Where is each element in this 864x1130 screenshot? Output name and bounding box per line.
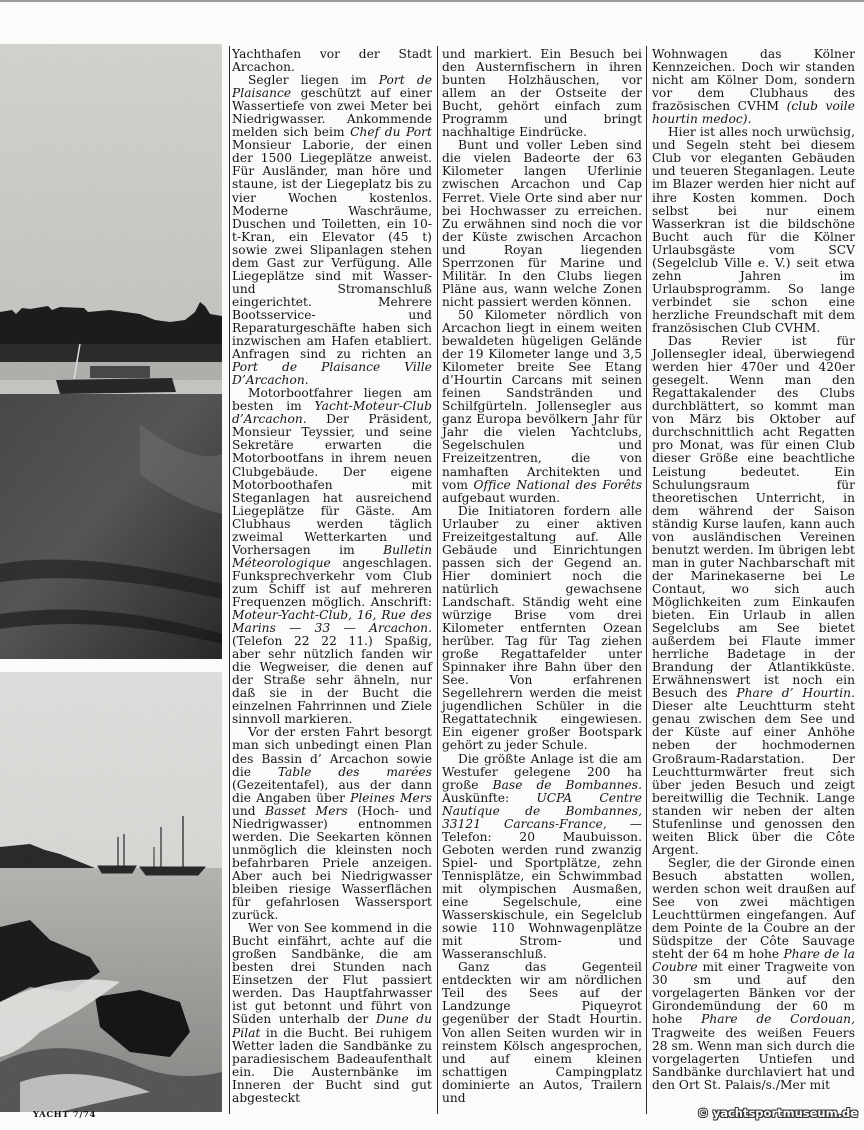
text-run: mit einer Tragweite von 30 sm und auf den vorgelagerten Bänken vor der Girondemündung der 60 m hohe: [652, 960, 855, 1027]
watermark: © yachtsportmuseum.de: [697, 1106, 858, 1120]
text-run: — Telefon: 20 Maubuisson. Geboten werden rund zwanzig Spiel- und Sportplätze, zehn Tennisplätze, ein Schwimmbad mit olympischen Ausmaßen, eine Segelschule, eine Wasserskischule, ein Segelclub sowie 110 Wohnwagenplätze mit Strom- und Wasseranschluß.: [442, 816, 642, 962]
text-run: Vor der ersten Fahrt besorgt man sich unbedingt einen Plan des Bassin d’ Arcachon sowie die: [232, 725, 432, 779]
article-paragraph: [442, 961, 642, 1105]
italic-term: Phare de la Coubre: [652, 947, 855, 975]
italic-term: Base de Bombannes.: [492, 777, 642, 792]
italic-term: Office National des Forêts: [473, 477, 642, 492]
article-paragraph: [442, 309, 642, 505]
text-run: Das Revier ist für Jollensegler ideal, überwiegend werden hier 470er und 420er gesegelt. Wenn man den Regattakalender des Clubs durchblättert, so kommt man von März bis Oktober auf durchschnittlich acht Regatten pro Monat, was für einen Club dieser Größe eine beachtliche Leistung bedeutet. Ein Schulungsraum für theoretischen Unterricht, in dem während der Saison ständig Kurse laufen, kann auch von ausländischen Vereinen benutzt werden. Im übrigen lebt man in guter Nachbarschaft mit der Marinekaserne bei Le Contaut, wo sich auch Möglichkeiten zum Einkaufen bieten. Ein Urlaub in allen Segelclubs am See bietet außerdem bei Flaute immer herrliche Badetage in der Brandung der Atlantikküste. Erwähnenswert ist noch ein Besuch des: [652, 334, 855, 701]
article-paragraph: [652, 335, 855, 857]
text-run: angeschlagen. Funksprechverkehr vom Club zum Schiff ist auf mehreren Frequenzen möglich. Anschrift:: [232, 555, 432, 609]
text-run: Die Initiatoren fordern alle Urlauber zu einer aktiven Freizeitgestaltung auf. Alle Gebäude und Einrichtungen passen sich der Gegend an. Hier dominiert noch die natürlich gewachsene Landschaft. Ständig weht eine würzige Brise vom drei Kilometer entfernten Ozean herüber. Tag für Tag ziehen große Regattafelder unter Spinnaker ihre Bahn über den See. Von erfahrenen Segellehrern werden die meist jugendlichen Schüler in die Regattatechnik eingewiesen. Ein eigener großer Bootspark gehört zu jeder Schule.: [442, 503, 642, 753]
text-run: Monsieur Laborie, der einen der 1500 Liegeplätze anweist. Für Ausländer, man höre und staune, ist der Liegeplatz bis zu vier Wochen kostenlos. Moderne Waschräume, Duschen und Toiletten, ein 10-t-Kran, ein Elevator (45 t) sowie zwei Slipanlagen stehen dem Gast zur Verfügung. Alle Liegeplätze sind mit Wasser- und Stromanschluß eingerichtet. Mehrere Bootsservice- und Reparaturgeschäfte haben sich inzwischen am Hafen etabliert. Anfragen sind zu richten an: [232, 138, 432, 362]
text-run: Wer von See kommend in die Bucht einfährt, achte auf die großen Sandbänke, die am besten drei Stunden nach Einsetzen der Flut passiert werden. Das Hauptfahrwasser ist gut betonnt und führt von Süden unterhalb der: [232, 921, 432, 1027]
article-paragraph: [232, 922, 432, 1105]
text-run: Segler, die der Gironde einen Besuch abstatten wollen, werden schon weit draußen auf See von zwei mächtigen Leuchttürmen eingefangen. Auf dem Pointe de la Coubre an der Südspitze der Côte Sauvage steht der 64 m hohe: [652, 855, 855, 962]
article-paragraph: [652, 48, 855, 126]
italic-term: Phare d’ Hourtin.: [736, 686, 855, 701]
text-run: (Telefon 22 22 11.) Spaßig, aber sehr nützlich fanden wir die Wegweiser, die denen auf der Straße sehr ähneln, nur daß sie in der Bucht die einzelnen Fahrrinnen und Ziele sinnvoll markieren.: [232, 634, 432, 727]
text-run: Motorbootfahrer liegen am besten im: [232, 386, 432, 414]
text-run: (Hoch- und Niedrigwasser) entnommen werden. Die Seekarten können unmöglich die kleinsten noch befahrbaren Priele anzeigen. Aber auch bei Niedrigwasser bleiben riesige Wasserflächen für gefahrlosen Wassersport zurück.: [232, 803, 432, 923]
article-column-3: [652, 48, 855, 1114]
column-rule: [229, 46, 230, 1114]
article-paragraph: [652, 857, 855, 1092]
magazine-footer: YACHT 7/74: [33, 1110, 97, 1120]
article-paragraph: [442, 48, 642, 139]
article-paragraph: [442, 505, 642, 753]
article-paragraph: [232, 74, 432, 387]
italic-term: (club voile hourtin medoc).: [652, 99, 855, 127]
coast-photo: [0, 672, 222, 1112]
text-run: Hier ist alles noch urwüchsig, und Segeln steht bei diesem Club vor eleganten Gebäuden und teueren Steganlagen. Leute im Blazer werden hier nicht auf ihre Kosten kommen. Doch selbst bei nur einem Wasserkran ist die bildschöne Bucht auch für die Kölner Urlaubsgäste vom SCV (Segelclub Ville e. V.) seit etwa zehn Jahren im Urlaubsprogramm. So lange verbindet sie schon eine herzliche Freundschaft mit dem französischen Club CVHM.: [652, 125, 855, 335]
harbor-photo: [0, 44, 222, 659]
column-rule: [437, 46, 438, 1114]
italic-term: Pleines Mers: [350, 790, 432, 805]
text-run: und markiert. Ein Besuch bei den Austernfischern in ihren bunten Holzhäuschen, vor allem an der Ostseite der Bucht, gehört einfach zum Programm und bringt nachhaltige Eindrücke.: [442, 47, 642, 140]
text-run: Ganz das Gegenteil entdeckten wir am nördlichen Teil des Sees auf der Landzunge Piqueyrot gegenüber der Stadt Hourtin. Von allen Seiten wurden wir in reinstem Kölsch angesprochen, und auf einem kleinen schattigen Campingplatz dominierte an Autos, Trailern und: [442, 960, 642, 1105]
text-run: Die größte Anlage ist die am Westufer gelegene 200 ha große: [442, 751, 642, 792]
text-run: Auskünfte:: [442, 790, 537, 805]
text-run: Segler liegen im: [248, 73, 379, 88]
harbor-photo-image: [0, 44, 222, 659]
text-run: Tragweite des weißen Feuers 28 sm. Wenn man sich durch die vorgelagerten Untiefen und Sandbänke durchlaviert hat und den Ort St. Palais/s./Mer mit: [652, 1025, 855, 1092]
italic-term: Yacht-Moteur-Club d’Arcachon: [232, 399, 432, 427]
article-column-1: [232, 48, 432, 1114]
italic-term: Port de Plaisance Ville D’Arcachon.: [232, 360, 432, 388]
coast-photo-image: [0, 672, 222, 1112]
italic-term: Moteur-Yacht-Club, 16, Rue des Marins — 33 — Arcachon.: [232, 608, 432, 636]
italic-term: Dune du Pilat: [232, 1012, 432, 1040]
text-run: und: [232, 803, 266, 818]
text-run: Bunt und voller Leben sind die vielen Badeorte der 63 Kilometer langen Uferlinie zwischen Arcachon und Cap Ferret. Viele Orte sind aber nur bei Hochwasser zu erreichen. Zu erwähnen sind noch die vor der Küste zwischen Arcachon und Royan liegenden Sperrzonen für Marine und Militär. In den Clubs liegen Pläne aus, wann welche Zonen nicht passiert werden können.: [442, 138, 642, 309]
column-rule: [646, 46, 647, 1114]
text-run: Dieser alte Leuchtturm steht genau zwischen dem See und der Küste auf einer Anhöhe neben der hochmodernen Großraum-Radarstation. Der Leuchtturmwärter freut sich über jeden Besuch und zeigt bereitwillig die Technik. Lange standen wir neben der alten Stufenlinse und genossen den weiten Blick über die Côte Argent.: [652, 699, 855, 857]
text-run: 50 Kilometer nördlich von Arcachon liegt in einem weiten bewaldeten hügeligen Gelände der 19 Kilometer lange und 3,5 Kilometer breite See Etang d’Hourtin Carcans mit seinen feinen Sandstränden und Schilfgürteln. Jollensegler aus ganz Europa bevölkern Jahr für Jahr die vielen Yachtclubs, Segelschulen und Freizeitzentren, die von namhaften Architekten und vom: [442, 307, 642, 492]
article-paragraph: [652, 126, 855, 335]
italic-term: Chef du Port: [350, 125, 432, 140]
italic-term: Port de Plaisance: [232, 73, 432, 101]
article-paragraph: [442, 139, 642, 309]
article-paragraph: [232, 387, 432, 726]
text-run: (Gezeitentafel), aus der dann die Angaben über: [232, 777, 432, 805]
italic-term: Table des marées: [277, 764, 432, 779]
text-run: Wohnwagen das Kölner Kennzeichen. Doch wir standen nicht am Kölner Dom, sondern vor dem Clubhaus des frazösischen CVHM: [652, 47, 855, 114]
text-run: Yachthafen vor der Stadt Arcachon.: [232, 47, 432, 75]
text-run: . Der Präsident, Monsieur Teyssier, und seine Sekretäre erwarten die Motorbootfans in ihrem neuen Clubgebäude. Der eigene Motorboothafen mit Steganlagen hat ausreichend Liegeplätze für Gäste. Am Clubhaus werden täglich zweimal Wetterkarten und Vorhersagen im: [232, 412, 432, 557]
italic-term: UCPA Centre Nautique de Bombannes, 33121 Carcans-France,: [442, 790, 642, 831]
italic-term: Basset Mers: [265, 803, 348, 818]
text-run: aufgebaut wurden.: [442, 490, 561, 505]
page-top-edge: [0, 0, 864, 2]
article-paragraph: [232, 726, 432, 922]
text-run: geschützt auf einer Wassertiefe von zwei Meter bei Niedrigwasser. Ankommende melden sich beim: [232, 86, 432, 140]
article-paragraph: [232, 48, 432, 74]
article-column-2: [442, 48, 642, 1114]
article-paragraph: [442, 753, 642, 962]
italic-term: Bulletin Méteorologique: [232, 542, 432, 570]
italic-term: Phare de Cordouan,: [701, 1012, 856, 1027]
text-run: in die Bucht. Bei ruhigem Wetter laden die Sandbänke zu paradiesischem Badeaufenthalt ein. Die Austernbänke im Inneren der Bucht sind gut abgesteckt: [232, 1025, 432, 1105]
